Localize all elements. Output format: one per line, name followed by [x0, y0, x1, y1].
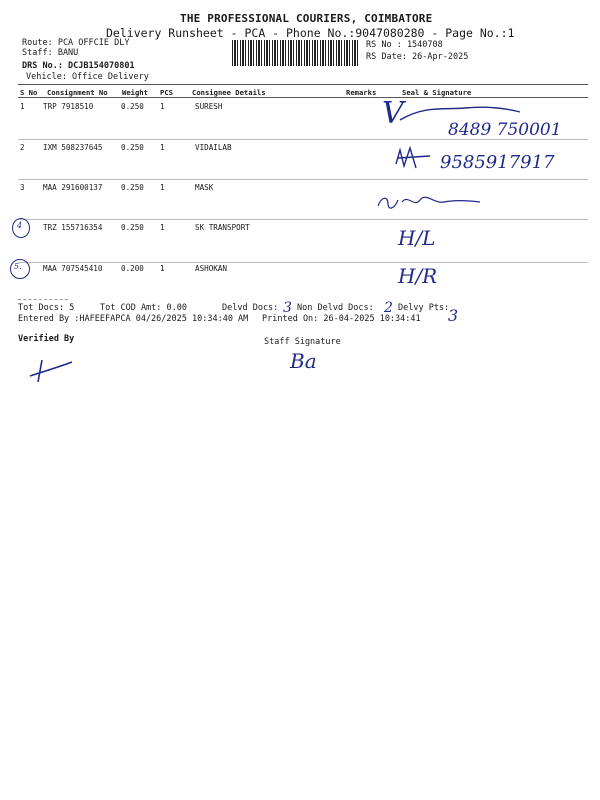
row1-sno: 1 [20, 102, 25, 111]
rs-date: RS Date: 26-Apr-2025 [366, 52, 469, 62]
vehicle-label: Vehicle: Office Delivery [26, 72, 149, 82]
delvd-docs-value: 3 [283, 300, 292, 316]
row2-consignee: VIDAILAB [195, 143, 232, 152]
row3-sno: 3 [20, 183, 25, 192]
row1-consignment: TRP 7918510 [43, 102, 94, 111]
row5-consignee: ASHOKAN [195, 264, 228, 273]
row5-weight: 0.200 [121, 264, 144, 273]
row3-signature-mark [374, 190, 484, 214]
tot-cod-amt: Tot COD Amt: 0.00 [100, 303, 187, 313]
row2-signature-mark [390, 142, 440, 174]
row3-consignee: MASK [195, 183, 214, 192]
row2-divider [18, 179, 588, 180]
col-sno: S No [20, 88, 38, 97]
row1-signature-phone: 8489 750001 [448, 120, 562, 140]
delvd-docs-label: Delvd Docs: [222, 303, 279, 313]
row4-divider [18, 262, 588, 263]
verified-by-signature [28, 356, 78, 386]
row1-pcs: 1 [160, 102, 165, 111]
row3-consignment: MAA 291600137 [43, 183, 103, 192]
barcode [232, 40, 358, 66]
col-weight: Weight [122, 88, 148, 97]
entered-by: Entered By :HAFEEFAPCA 04/26/2025 10:34:40 AM [18, 314, 249, 324]
delvy-pts-value: 3 [448, 306, 459, 325]
row3-divider [18, 219, 588, 220]
row5-signature-hr: H/R [398, 264, 438, 288]
footer-dash [18, 299, 68, 300]
staff-signature-handwritten: Ba [290, 349, 317, 373]
row2-weight: 0.250 [121, 143, 144, 152]
col-consignee: Consignee Details [192, 88, 266, 97]
non-delvd-docs-value: 2 [384, 300, 393, 316]
row2-pcs: 1 [160, 143, 165, 152]
header-rule-bottom [18, 97, 588, 98]
col-pcs: PCS [160, 88, 173, 97]
row4-signature-hl: H/L [398, 226, 436, 250]
route-label: Route: PCA OFFCIE DLY [22, 38, 130, 48]
company-title: THE PROFESSIONAL COURIERS, COIMBATORE [180, 12, 433, 25]
row5-pcs: 1 [160, 264, 165, 273]
rs-number: RS No : 1540708 [366, 40, 443, 50]
row3-weight: 0.250 [121, 183, 144, 192]
row1-weight: 0.250 [121, 102, 144, 111]
row1-consignee: SURESH [195, 102, 223, 111]
header-rule-top [18, 84, 588, 85]
row4-pcs: 1 [160, 223, 165, 232]
runsheet-subtitle: Delivery Runsheet - PCA - Phone No.:9047080280 - Page No.:1 [106, 26, 515, 40]
delvy-pts-label: Delvy Pts: [398, 303, 450, 313]
row1-signature-scrawl: V [382, 96, 404, 131]
row4-circled-number: 4 [17, 221, 23, 230]
row4-weight: 0.250 [121, 223, 144, 232]
row2-signature-phone: 9585917917 [440, 152, 555, 173]
col-seal-signature: Seal & Signature [402, 88, 472, 97]
row4-consignee: SK TRANSPORT [195, 223, 250, 232]
row1-divider [18, 139, 588, 140]
row2-sno: 2 [20, 143, 25, 152]
staff-signature-label: Staff Signature [264, 337, 341, 347]
tot-docs: Tot Docs: 5 [18, 303, 75, 313]
row2-consignment: IXM 508237645 [43, 143, 103, 152]
staff-label: Staff: BANU [22, 48, 79, 58]
non-delvd-docs-label: Non Delvd Docs: [297, 303, 374, 313]
printed-on: Printed On: 26-04-2025 10:34:41 [262, 314, 421, 324]
col-remarks: Remarks [346, 88, 377, 97]
drs-number: DRS No.: DCJB154070801 [22, 61, 135, 71]
row4-consignment: TRZ 155716354 [43, 223, 103, 232]
col-consignment: Consignment No [47, 88, 108, 97]
row5-circled-number: 5. [14, 262, 22, 271]
row3-pcs: 1 [160, 183, 165, 192]
row5-consignment: MAA 707545410 [43, 264, 103, 273]
verified-by-label: Verified By [18, 334, 75, 344]
